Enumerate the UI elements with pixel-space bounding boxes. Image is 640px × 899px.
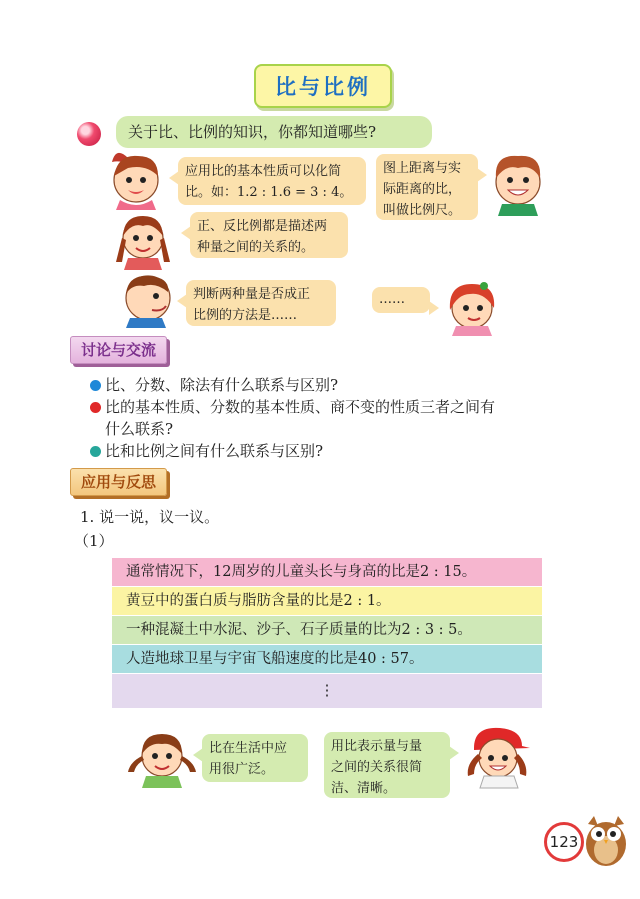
example-row: 黄豆中的蛋白质与脂肪含量的比是2 : 1。 xyxy=(112,587,542,615)
apply-section-header: 应用与反思 xyxy=(70,468,167,496)
question-banner: 关于比、比例的知识，你都知道哪些? xyxy=(116,116,432,148)
bubble-line: 图上距离与实 xyxy=(383,161,462,176)
bubble-line: 叫做比例尺。 xyxy=(383,203,462,218)
discuss-item-text: 比、分数、除法有什么联系与区别? xyxy=(105,376,339,394)
speech-bubble-ratio-property xyxy=(178,157,366,205)
girl-braids-bottom-icon xyxy=(124,726,200,788)
page-title: 比与比例 xyxy=(254,64,392,108)
bullet-ball-icon xyxy=(77,122,101,146)
example-row: 通常情况下，12周岁的儿童头长与身高的比是2 : 15。 xyxy=(112,558,542,586)
speech-bubble-ellipsis: …… xyxy=(372,287,430,313)
boy-smiling-icon xyxy=(488,150,548,216)
discuss-item xyxy=(90,440,570,462)
discuss-item xyxy=(90,396,570,440)
discuss-section-header: 讨论与交流 xyxy=(70,336,167,364)
bubble-line: 种量之间的关系的。 xyxy=(197,240,315,255)
bubble-line: 际距离的比， xyxy=(383,182,462,197)
girl-braids-icon xyxy=(112,210,174,270)
red-dot-icon xyxy=(90,402,101,413)
exercise-title: 1. 说一说，议一议。 xyxy=(80,508,220,526)
blue-dot-icon xyxy=(90,380,101,391)
girl-red-hair-icon xyxy=(440,278,500,336)
girl-ponytail-icon xyxy=(98,150,172,210)
example-row: 一种混凝土中水泥、沙子、石子质量的比为2 : 3 : 5。 xyxy=(112,616,542,644)
girl-red-cap-icon xyxy=(460,724,532,788)
bubble-line: 洁、清晰。 xyxy=(331,781,397,796)
bubble-line: 应用比的基本性质可以化简 xyxy=(185,164,342,179)
discuss-item-text: 比和比例之间有什么联系与区别? xyxy=(105,442,324,460)
page-number: 123 xyxy=(544,822,584,862)
bubble-line: 用比表示量与量 xyxy=(331,739,423,754)
speech-bubble-judge xyxy=(186,280,336,326)
bubble-line: 比在生活中应 xyxy=(209,741,288,756)
bubble-line: 用很广泛。 xyxy=(209,762,275,777)
exercise-part-label: （1） xyxy=(74,532,114,550)
bubble-line: 之间的关系很简 xyxy=(331,760,423,775)
owl-mascot-icon xyxy=(580,812,630,868)
teal-dot-icon xyxy=(90,446,101,457)
discuss-item xyxy=(90,374,570,396)
speech-bubble-proportion xyxy=(190,212,348,258)
bubble-line: 比。如：1.2 : 1.6 = 3 : 4。 xyxy=(185,185,353,200)
discuss-item-text: 什么联系? xyxy=(105,420,174,438)
example-row-ellipsis: ⋮ xyxy=(112,674,542,708)
speech-bubble-scale xyxy=(376,154,478,220)
discuss-item-text: 比的基本性质、分数的基本性质、商不变的性质三者之间有 xyxy=(105,398,496,416)
bubble-line: 比例的方法是…… xyxy=(193,308,298,323)
example-row: 人造地球卫星与宇宙飞船速度的比是40 : 57。 xyxy=(112,645,542,673)
boy-profile-icon xyxy=(118,270,178,328)
speech-bubble-wide-use xyxy=(202,734,308,782)
speech-bubble-concise xyxy=(324,732,450,798)
bubble-line: 正、反比例都是描述两 xyxy=(197,219,328,234)
bubble-line: 判断两种量是否成正 xyxy=(193,287,311,302)
